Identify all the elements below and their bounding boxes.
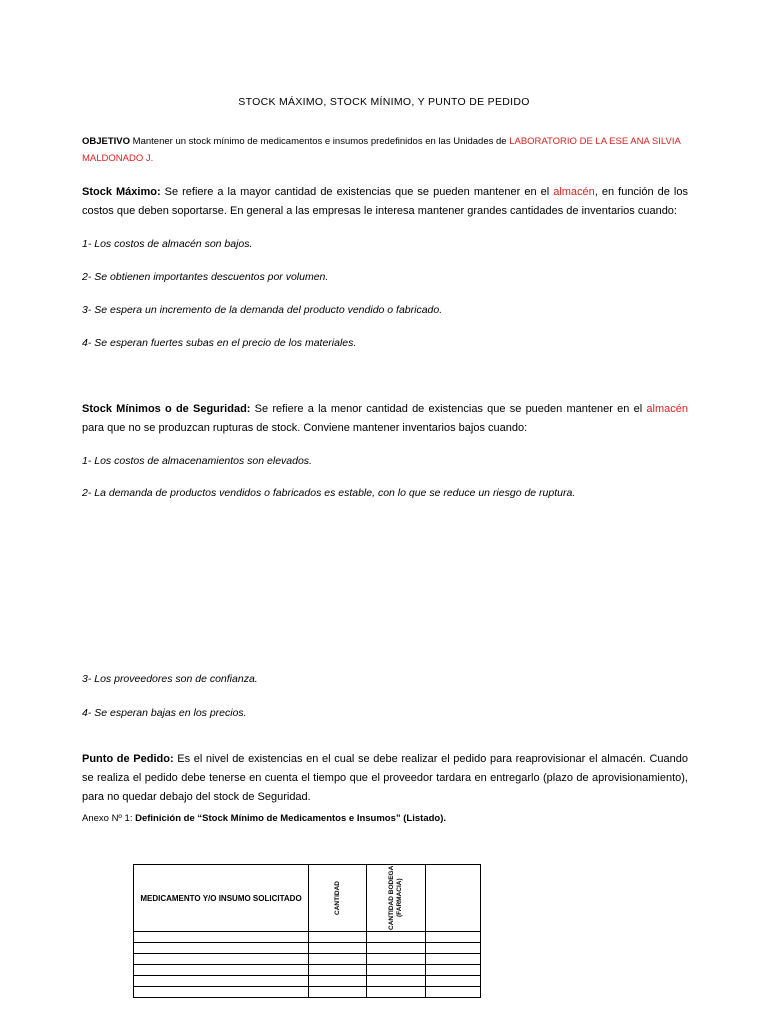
list-item: 3- Los proveedores son de confianza. <box>82 673 258 685</box>
stock-maximo-label: Stock Máximo: <box>82 186 161 198</box>
list-item: 3- Se espera un incremento de la demanda del producto vendido o fabricado. <box>82 304 443 316</box>
table-cell[interactable] <box>134 976 309 987</box>
header-cantidad-bodega-label: CANTIDAD BODEGA (FARMACIA) <box>388 865 403 931</box>
stock-minimo-paragraph <box>82 400 688 438</box>
stock-table <box>133 864 481 998</box>
list-item: 4- Se esperan bajas en los precios. <box>82 707 247 719</box>
objetivo-paragraph <box>82 133 692 167</box>
table-cell[interactable] <box>367 932 426 943</box>
table-row <box>134 976 481 987</box>
table-cell[interactable] <box>426 943 481 954</box>
table-row <box>134 943 481 954</box>
stock-minimo-text1: Se refiere a la menor cantidad de existencias que se pueden mantener en el <box>250 403 647 415</box>
objetivo-highlight: LABORATORIO DE LA ESE ANA SILVIA MALDONADO J. <box>82 136 681 164</box>
table-row <box>134 965 481 976</box>
list-item: 2- La demanda de productos vendidos o fabricados es estable, con lo que se reduce un riesgo de ruptura. <box>82 487 576 499</box>
table-cell[interactable] <box>134 987 309 998</box>
stock-minimo-highlight: almacén <box>646 403 688 415</box>
header-medicamento: MEDICAMENTO Y/O INSUMO SOLICITADO <box>134 865 309 932</box>
table-cell[interactable] <box>426 987 481 998</box>
punto-pedido-paragraph <box>82 750 688 807</box>
list-item: 1- Los costos de almacén son bajos. <box>82 238 253 250</box>
anexo-caption <box>82 813 446 824</box>
table-cell[interactable] <box>426 965 481 976</box>
anexo-prefix: Anexo Nº 1: <box>82 813 136 824</box>
table-cell[interactable] <box>134 965 309 976</box>
list-item: 1- Los costos de almacenamientos son elevados. <box>82 455 312 467</box>
table-cell[interactable] <box>309 965 367 976</box>
stock-minimo-text2: para que no se produzcan rupturas de stock. Conviene mantener inventarios bajos cuando: <box>82 422 528 434</box>
stock-maximo-text2: , en función de los costos que deben soportarse. En general a las empresas le interesa mantener grandes cantidades de inventarios cuando: <box>82 186 688 217</box>
header-cantidad-bodega <box>367 865 426 932</box>
stock-maximo-highlight: almacén <box>553 186 595 198</box>
stock-maximo-text1: Se refiere a la mayor cantidad de existencias que se pueden mantener en el <box>160 186 554 198</box>
table-cell[interactable] <box>134 943 309 954</box>
header-empty <box>426 865 481 932</box>
table-cell[interactable] <box>309 976 367 987</box>
table-cell[interactable] <box>426 932 481 943</box>
table-row <box>134 987 481 998</box>
table-cell[interactable] <box>309 954 367 965</box>
table-cell[interactable] <box>309 943 367 954</box>
table-cell[interactable] <box>426 954 481 965</box>
table-cell[interactable] <box>309 987 367 998</box>
objetivo-text: Mantener un stock mínimo de medicamentos e insumos predefinidos en las Unidades de <box>130 136 510 147</box>
list-item: 2- Se obtienen importantes descuentos por volumen. <box>82 271 329 283</box>
table-cell[interactable] <box>367 965 426 976</box>
table-cell[interactable] <box>134 932 309 943</box>
header-cantidad-label: CANTIDAD <box>333 881 341 915</box>
table-cell[interactable] <box>367 976 426 987</box>
table-row <box>134 954 481 965</box>
punto-pedido-text: Es el nivel de existencias en el cual se debe realizar el pedido para reaprovisionar el almacén. Cuando se realiza el pedido debe tenerse en cuenta el tiempo que el proveedor tardara en entregarlo (plazo de aprovisionamiento), para no quedar debajo del stock de Seguridad. <box>82 753 688 803</box>
table-cell[interactable] <box>309 932 367 943</box>
table-cell[interactable] <box>367 987 426 998</box>
table-header-row <box>134 865 481 932</box>
punto-pedido-label: Punto de Pedido: <box>82 753 174 765</box>
table-cell[interactable] <box>134 954 309 965</box>
list-item: 4- Se esperan fuertes subas en el precio de los materiales. <box>82 337 357 349</box>
table-row <box>134 932 481 943</box>
table-cell[interactable] <box>426 976 481 987</box>
stock-maximo-paragraph <box>82 183 688 221</box>
stock-minimo-label: Stock Mínimos o de Seguridad: <box>82 403 251 415</box>
anexo-title: Definición de “Stock Mínimo de Medicamentos e Insumos” (Listado). <box>135 813 447 824</box>
document-title: STOCK MÁXIMO, STOCK MÍNIMO, Y PUNTO DE PEDIDO <box>238 96 530 108</box>
objetivo-label: OBJETIVO <box>82 136 131 147</box>
header-cantidad <box>309 865 367 932</box>
table-cell[interactable] <box>367 943 426 954</box>
table-cell[interactable] <box>367 954 426 965</box>
